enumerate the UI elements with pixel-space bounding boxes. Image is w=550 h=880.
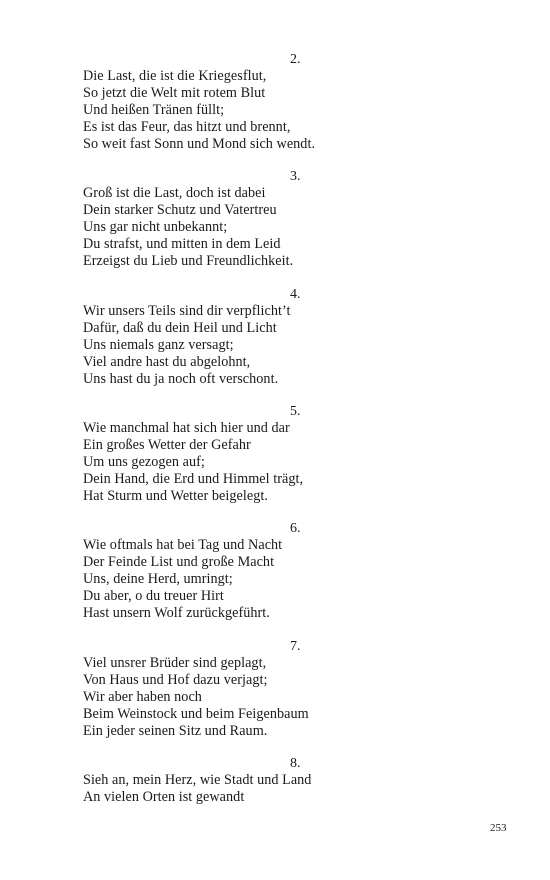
verse-line: Hat Sturm und Wetter beigelegt.	[83, 488, 268, 504]
verse-line: An vielen Orten ist gewandt	[83, 789, 245, 805]
verse-line: So jetzt die Welt mit rotem Blut	[83, 85, 266, 101]
verse-line: Die Last, die ist die Kriegesflut,	[83, 68, 267, 84]
verse-line: Du aber, o du treuer Hirt	[83, 588, 224, 604]
verse-line: Uns gar nicht unbekannt;	[83, 219, 228, 235]
verse-line: Wir unsers Teils sind dir verpflicht’t	[83, 303, 291, 319]
verse-line: Du strafst, und mitten in dem Leid	[83, 236, 281, 252]
verse-line: Wir aber haben noch	[83, 689, 202, 705]
verse-line: Der Feinde List und große Macht	[83, 554, 275, 570]
verse-line: Es ist das Feur, das hitzt und brennt,	[83, 119, 291, 135]
verse-line: Dafür, daß du dein Heil und Licht	[83, 320, 277, 336]
stanza-lines	[83, 655, 309, 740]
verse-line: Uns niemals ganz versagt;	[83, 337, 234, 353]
page-number: 253	[490, 822, 507, 834]
verse-line: Wie manchmal hat sich hier und dar	[83, 420, 290, 436]
verse-line: Hast unsern Wolf zurückgeführt.	[83, 605, 270, 621]
stanza-lines	[83, 185, 293, 270]
verse-line: Uns, deine Herd, umringt;	[83, 571, 233, 587]
stanza-lines	[83, 537, 282, 622]
stanza-number: 2.	[290, 52, 301, 67]
stanza-lines	[83, 303, 290, 388]
verse-line: Beim Weinstock und beim Feigenbaum	[83, 706, 309, 722]
verse-line: Viel andre hast du abgelohnt,	[83, 354, 251, 370]
verse-line: Ein großes Wetter der Gefahr	[83, 437, 251, 453]
stanza-number: 6.	[290, 521, 301, 536]
verse-line: Erzeigst du Lieb und Freundlichkeit.	[83, 253, 294, 269]
verse-line: Wie oftmals hat bei Tag und Nacht	[83, 537, 283, 553]
verse-line: Sieh an, mein Herz, wie Stadt und Land	[83, 772, 312, 788]
verse-line: So weit fast Sonn und Mond sich wendt.	[83, 136, 316, 152]
stanza-number: 3.	[290, 169, 301, 184]
stanza-lines	[83, 68, 315, 153]
verse-line: Uns hast du ja noch oft verschont.	[83, 371, 279, 387]
stanza-number: 7.	[290, 639, 301, 654]
stanza-lines	[83, 420, 303, 505]
stanza-number: 4.	[290, 287, 301, 302]
verse-line: Viel unsrer Brüder sind geplagt,	[83, 655, 267, 671]
verse-line: Und heißen Tränen füllt;	[83, 102, 225, 118]
stanza-number: 5.	[290, 404, 301, 419]
verse-line: Dein starker Schutz und Vatertreu	[83, 202, 277, 218]
verse-line: Um uns gezogen auf;	[83, 454, 205, 470]
verse-line: Ein jeder seinen Sitz und Raum.	[83, 723, 268, 739]
stanza-lines	[83, 772, 311, 806]
verse-line: Dein Hand, die Erd und Himmel trägt,	[83, 471, 304, 487]
verse-line: Groß ist die Last, doch ist dabei	[83, 185, 266, 201]
stanza-number: 8.	[290, 756, 301, 771]
verse-line: Von Haus und Hof dazu verjagt;	[83, 672, 268, 688]
